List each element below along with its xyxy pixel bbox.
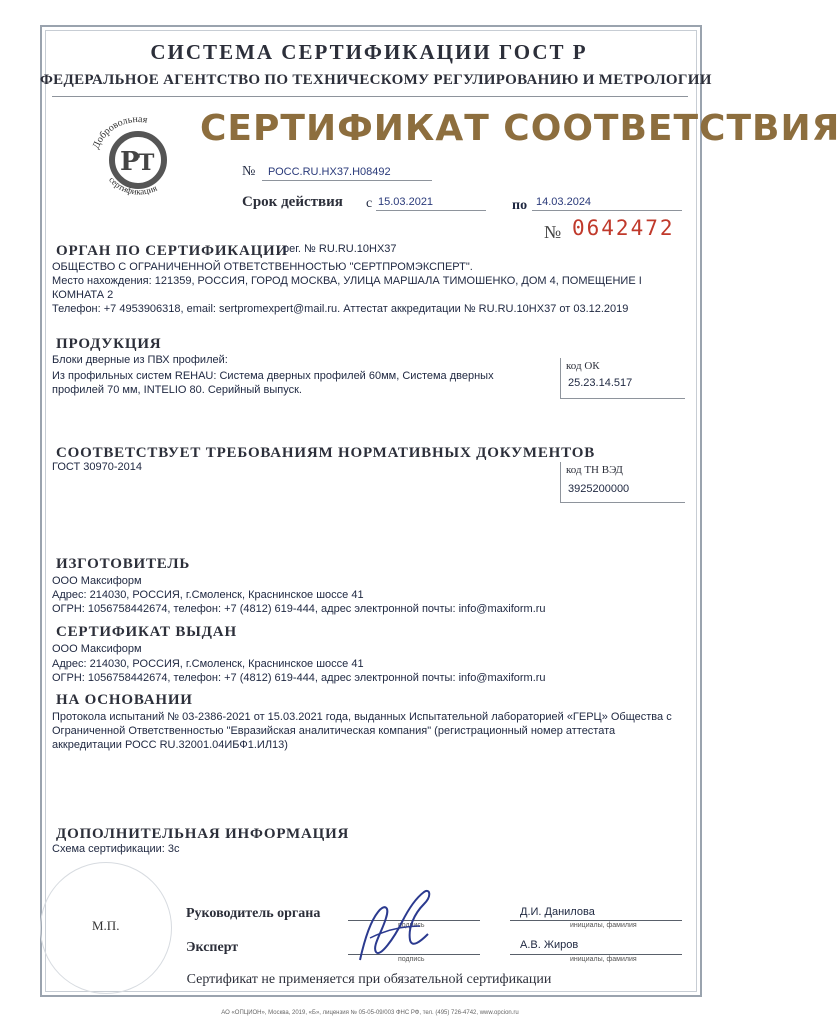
- conformity-title: СООТВЕТСТВУЕТ ТРЕБОВАНИЯМ НОРМАТИВНЫХ ДОКУМЕНТОВ: [56, 445, 596, 461]
- scheme-text: Схема сертификации: 3с: [52, 843, 180, 855]
- validity-label: Срок действия: [242, 194, 343, 210]
- certificate-title: СЕРТИФИКАТ СООТВЕТСТВИЯ: [200, 108, 840, 149]
- validity-to-label: по: [512, 198, 528, 213]
- validity-from-label: с: [366, 196, 373, 211]
- agency-heading: ФЕДЕРАЛЬНОЕ АГЕНТСТВО ПО ТЕХНИЧЕСКОМУ РЕГУЛИРОВАНИЮ И МЕТРОЛОГИИ: [40, 72, 712, 88]
- product-line: Блоки дверные из ПВХ профилей:: [52, 354, 228, 366]
- standard-text: ГОСТ 30970-2014: [52, 461, 142, 473]
- validity-from-date: 15.03.2021: [378, 196, 434, 208]
- head-label: Руководитель органа: [186, 906, 321, 921]
- validity-to-date: 14.03.2024: [536, 196, 592, 208]
- manufacturer-title: ИЗГОТОВИТЕЛЬ: [56, 556, 191, 572]
- basis-line: аккредитации РОСС RU.32001.04ИБФ1.ИЛ13): [52, 739, 288, 751]
- expert-label: Эксперт: [186, 940, 239, 955]
- head-name-caption: инициалы, фамилия: [570, 922, 637, 929]
- issued-to-line: ООО Максиформ: [52, 643, 142, 655]
- expert-name-caption: инициалы, фамилия: [570, 956, 637, 963]
- organ-title: ОРГАН ПО СЕРТИФИКАЦИИ: [56, 243, 288, 259]
- issued-to-line: Адрес: 214030, РОССИЯ, г.Смоленск, Краснинское шоссе 41: [52, 658, 364, 670]
- organ-line: КОМНАТА 2: [52, 289, 114, 301]
- to-underline: [532, 210, 682, 211]
- organ-line: Место нахождения: 121359, РОССИЯ, ГОРОД МОСКВА, УЛИЦА МАРШАЛА ТИМОШЕНКО, ДОМ 4, ПОМЕЩЕНИЕ I: [52, 275, 642, 287]
- additional-title: ДОПОЛНИТЕЛЬНАЯ ИНФОРМАЦИЯ: [56, 826, 350, 842]
- okp-code-label: код ОК: [566, 360, 600, 372]
- registration-underline: [262, 180, 432, 181]
- product-title: ПРОДУКЦИЯ: [56, 336, 162, 352]
- head-sign-caption: подпись: [398, 922, 425, 929]
- manufacturer-line: Адрес: 214030, РОССИЯ, г.Смоленск, Краснинское шоссе 41: [52, 589, 364, 601]
- handwritten-signature: [350, 882, 440, 968]
- logo-top-text: Добровольная: [90, 113, 149, 151]
- serial-number: 0642472: [572, 216, 675, 240]
- manufacturer-line: ООО Максиформ: [52, 575, 142, 587]
- logo-bottom-text: сертификация: [107, 174, 159, 197]
- basis-line: Протокола испытаний № 03-2386-2021 от 15.03.2021 года, выданных Испытательной лабораторией «ГЕРЦ» Общества с: [52, 711, 672, 723]
- head-name: Д.И. Данилова: [520, 906, 595, 918]
- header-divider: [52, 96, 688, 97]
- registration-number: РОСС.RU.НХ37.Н08492: [268, 166, 391, 178]
- svg-text:P: P: [120, 147, 140, 177]
- voluntary-certification-logo: [82, 108, 192, 200]
- organ-reg: рег. № RU.RU.10НХ37: [283, 243, 397, 255]
- printer-note: АО «ОПЦИОН», Москва, 2019, «Б», лицензия № 05-05-09/003 ФНС РФ, тел. (495) 726-4742, www.opcion.ru: [221, 1010, 519, 1016]
- expert-sign-caption: подпись: [398, 956, 425, 963]
- organ-line: ОБЩЕСТВО С ОГРАНИЧЕННОЙ ОТВЕТСТВЕННОСТЬЮ "СЕРТПРОМЭКСПЕРТ".: [52, 261, 473, 273]
- svg-text:Т: Т: [138, 150, 155, 176]
- system-heading: СИСТЕМА СЕРТИФИКАЦИИ ГОСТ Р: [150, 40, 588, 64]
- head-name-line: [510, 920, 682, 921]
- expert-name-line: [510, 954, 682, 955]
- product-line: Из профильных систем REHAU: Система дверных профилей 60мм, Система дверных: [52, 370, 494, 382]
- tnved-code-label: код ТН ВЭД: [566, 464, 623, 476]
- from-underline: [376, 210, 486, 211]
- manufacturer-line: ОГРН: 1056758442674, телефон: +7 (4812) 619-444, адрес электронной почты: info@maxiform.ru: [52, 603, 546, 615]
- organ-line: Телефон: +7 4953906318, email: sertpromexpert@mail.ru. Аттестат аккредитации № RU.RU.10НХ37 от 03.12.2019: [52, 303, 629, 315]
- serial-label: №: [544, 222, 562, 242]
- footer-note: Сертификат не применяется при обязательной сертификации: [186, 972, 552, 987]
- basis-title: НА ОСНОВАНИИ: [56, 692, 193, 708]
- issued-to-line: ОГРН: 1056758442674, телефон: +7 (4812) 619-444, адрес электронной почты: info@maxiform.ru: [52, 672, 546, 684]
- okp-code-value: 25.23.14.517: [568, 377, 633, 389]
- issued-to-title: СЕРТИФИКАТ ВЫДАН: [56, 624, 237, 640]
- registration-label: №: [242, 164, 256, 179]
- expert-name: А.В. Жиров: [520, 939, 579, 951]
- product-line: профилей 70 мм, INTELIO 80. Серийный выпуск.: [52, 384, 302, 396]
- stamp-label: М.П.: [92, 918, 120, 933]
- tnved-code-value: 3925200000: [568, 483, 630, 495]
- basis-line: Ограниченной Ответственностью "Евразийская аналитическая компания" (регистрационный номер аттестата: [52, 725, 616, 737]
